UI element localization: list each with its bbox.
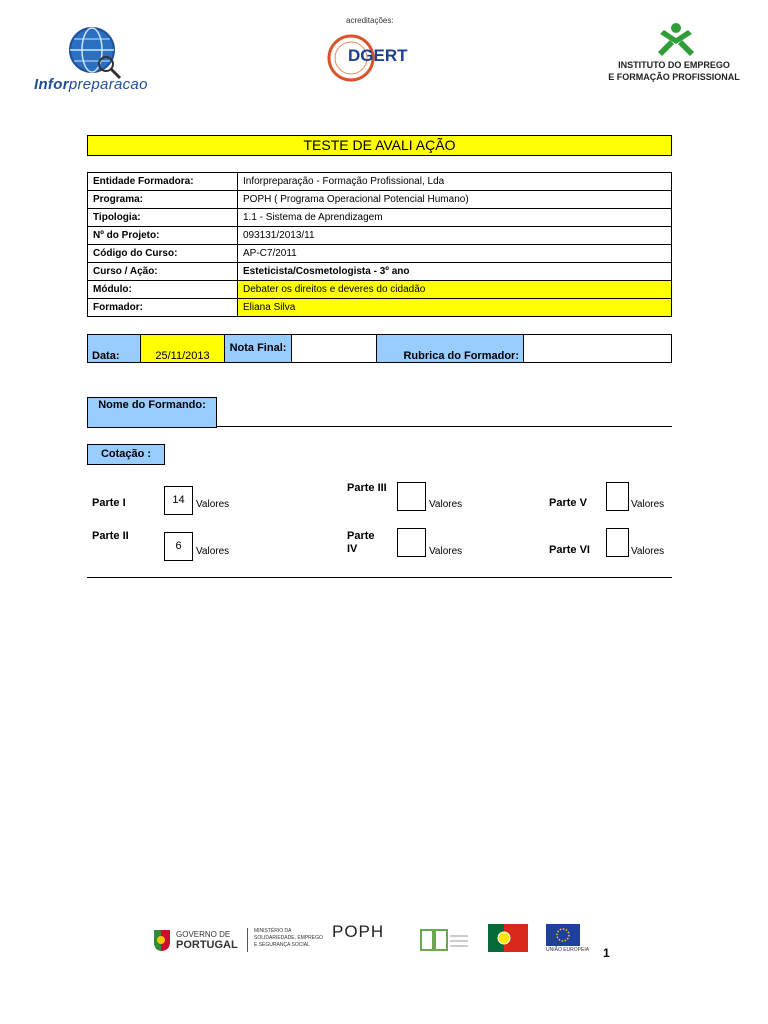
- portugal-flag-icon: [488, 924, 528, 952]
- cotacao-label: Cotação :: [87, 444, 165, 465]
- table-row: [88, 173, 672, 191]
- iefp-name-line1: INSTITUTO DO EMPREGO: [618, 60, 730, 70]
- info-key: Programa:: [88, 191, 238, 209]
- info-value: AP-C7/2011: [238, 245, 672, 263]
- table-row: [88, 191, 672, 209]
- date-label: Data:: [88, 335, 141, 363]
- part-label: Parte IV: [347, 530, 375, 555]
- table-row: [88, 281, 672, 299]
- part-label: Parte V: [549, 497, 587, 509]
- document-title: TESTE DE AVALI AÇÃO: [87, 135, 672, 156]
- iefp-mark-icon: [656, 22, 696, 58]
- info-key: Código do Curso:: [88, 245, 238, 263]
- table-row: [88, 263, 672, 281]
- unit-label: Valores: [631, 499, 665, 510]
- part-label: Parte VI: [549, 544, 590, 556]
- page-number: 1: [603, 946, 610, 960]
- grade-table: [87, 334, 672, 363]
- score-box[interactable]: 14: [164, 486, 193, 515]
- globe-icon: [66, 24, 122, 80]
- unit-label: Valores: [196, 546, 230, 557]
- score-box[interactable]: [606, 482, 629, 511]
- table-row: [88, 245, 672, 263]
- qren-logo-icon: [420, 926, 470, 954]
- eu-caption: UNIÃO EUROPEIA: [546, 947, 590, 953]
- student-name-line: [216, 426, 672, 427]
- inforpreparacao-wordmark: Inforpreparacao: [34, 76, 148, 93]
- part-label: Parte I: [92, 497, 126, 509]
- student-name-label: Nome do Formando:: [87, 397, 217, 428]
- score-box[interactable]: 6: [164, 532, 193, 561]
- eu-flag-icon: [546, 924, 580, 946]
- nota-final-label: Nota Final:: [225, 335, 292, 363]
- table-row: [88, 299, 672, 317]
- governo-portugal-logo: [152, 926, 247, 956]
- unit-label: Valores: [631, 546, 665, 557]
- score-box[interactable]: [397, 528, 426, 557]
- dgert-logo: [322, 16, 422, 88]
- poph-logo: POPH: [332, 922, 385, 941]
- table-row: [88, 335, 672, 363]
- info-value: 1.1 - Sistema de Aprendizagem: [238, 209, 672, 227]
- rubrica-field[interactable]: [524, 335, 672, 363]
- nota-final-field[interactable]: [292, 335, 377, 363]
- iefp-logo: [604, 22, 744, 92]
- gov-big-text: PORTUGAL: [176, 939, 238, 951]
- table-row: [88, 209, 672, 227]
- table-row: [88, 227, 672, 245]
- ministry-text: MINISTÉRIO DA SOLIDARIEDADE, EMPREGO E SEGURANÇA SOCIAL: [247, 928, 324, 952]
- dgert-caption: acreditações:: [346, 16, 394, 25]
- info-value: POPH ( Programa Operacional Potencial Humano): [238, 191, 672, 209]
- info-key: Curso / Ação:: [88, 263, 238, 281]
- info-key: Tipologia:: [88, 209, 238, 227]
- portugal-shield-icon: [152, 928, 172, 952]
- unit-label: Valores: [429, 546, 463, 557]
- funding-footer: [152, 922, 602, 958]
- score-box[interactable]: [397, 482, 426, 511]
- unit-label: Valores: [196, 499, 230, 510]
- part-label: Parte II: [92, 530, 129, 542]
- inforpreparacao-logo: [34, 22, 164, 94]
- date-value: 25/11/2013: [141, 335, 225, 363]
- info-key: Formador:: [88, 299, 238, 317]
- info-value: Inforpreparação - Formação Profissional, Lda: [238, 173, 672, 191]
- course-info-table: [87, 172, 672, 317]
- info-key: Módulo:: [88, 281, 238, 299]
- info-value: Esteticista/Cosmetologista - 3º ano: [238, 263, 672, 281]
- info-value: Eliana Silva: [238, 299, 672, 317]
- dgert-wordmark: DGERT: [348, 46, 408, 65]
- gov-small-text: GOVERNO DE: [176, 930, 231, 939]
- info-value: 093131/2013/11: [238, 227, 672, 245]
- info-key: Entidade Formadora:: [88, 173, 238, 191]
- iefp-name-line2: E FORMAÇÃO PROFISSIONAL: [608, 72, 740, 82]
- part-label: Parte III: [347, 482, 387, 494]
- info-value: Debater os direitos e deveres do cidadão: [238, 281, 672, 299]
- rubrica-label: Rubrica do Formador:: [377, 335, 524, 363]
- info-key: Nº do Projeto:: [88, 227, 238, 245]
- score-box[interactable]: [606, 528, 629, 557]
- section-divider: [87, 577, 672, 578]
- unit-label: Valores: [429, 499, 463, 510]
